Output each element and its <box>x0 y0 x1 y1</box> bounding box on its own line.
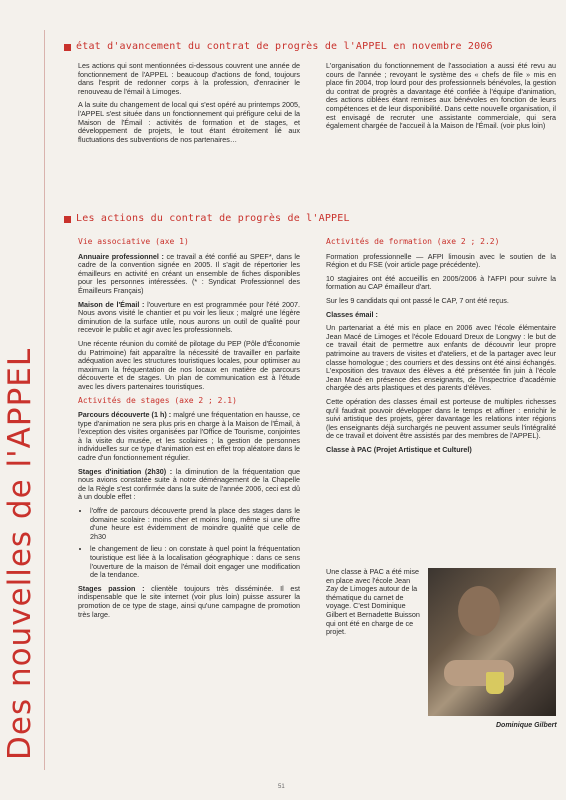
photo-dominique-gilbert <box>428 568 556 716</box>
maison-para <box>78 301 300 335</box>
classes-title: Classes émail : <box>326 309 378 319</box>
side-rule <box>44 30 45 770</box>
intro-para-2: A la suite du changement de local qui s'est opéré au printemps 2005, l'APPEL s'est située dans un fonctionnement qui préfigure celui de la Maison de l'Émail : activités de formation et de stages, et développement de projets, le tout étant étroitement lié aux fluctuations des subventions de nos partenaires… <box>78 100 300 144</box>
operation-para: Cette opération des classes émail est porteuse de multiples richesses qu'il faudrait pouvoir développer dans le temps et affiner : enrichir le suivi artistique des projets, gérer davantage les relations inter régions (les enseignants déjà surchargés ne peuvent assumer seuls l'intégralité de ce travail et doivent être assistés par des membres de l'APPEL). <box>326 396 556 441</box>
classes-para: Un partenariat a été mis en place en 2006 avec l'école élémentaire Jean Macé de Limoges et l'école Edouard Dreux de Longwy : le but de ce travail était de permettre aux enfants de découvrir leur propre patrimoine au travers de visites et d'ateliers, et de la partager avec leur classe homologue ; des courriers et des dessins ont été ainsi échangés. L'exposition des travaux des élèves a été présentée fin juin à l'école Jean Macé en présence des enseignants, de l'inspectrice d'académie chargée des arts plastiques et des parents d'élèves. <box>326 323 556 393</box>
stagiaires-para: 10 stagiaires ont été accueillis en 2005/2006 à l'AFPI pour suivre la formation au CAP émailleur d'art. <box>326 273 556 292</box>
subheading-vie-associative: Vie associative (axe 1) <box>78 237 189 246</box>
intro-para-1: Les actions qui sont mentionnées ci-dessous couvrent une année de fonctionnement de l'APPEL : beaucoup d'actions de fond, toujours dans l'esprit de redonner corps à la profession, d'enraciner le renouveau de l'émail à Limoges. <box>78 61 300 96</box>
pep-para: Une récente réunion du comité de pilotage du PEP (Pôle d'Économie du Patrimoine) fait apparaître la nécessité de travailler en parfaite adéquation avec les structures touristiques locales, pour optimiser au maximum la fréquentation de nos locaux en matière de parcours découverte et de stages. Un plan de communication est à l'étude avec les divers partenaires touristiques. <box>78 338 300 391</box>
annuaire-para <box>78 253 300 296</box>
list-item: • le changement de lieu : on constate à quel point la fréquentation touristique est liée à la localisation géographique : dans ce sens l'ouverture de la maison de l'émail doit engager une modification de la tendance. <box>90 545 300 579</box>
intro-left <box>78 62 300 149</box>
photo-caption: Dominique Gilbert <box>496 722 557 729</box>
intro-right <box>326 62 556 136</box>
annuaire-text: ce travail a été confié au SPEF*, dans le cadre de la convention signée en 2005. Il s'agit de répertorier les émailleurs en activité en créant un ensemble de fiches disponibles pour les personnes intéressées. (* : Syndicat Professionnel des Émailleurs Français) <box>78 251 300 295</box>
initiation-bullets <box>78 507 300 580</box>
initiation-text: la diminution de la fréquentation que nous avions constatée suite à notre déménagement de la Chapelle de la Règle s'est confirmée dans la suite de l'année 2006, ceci est dû à un double effet : <box>78 466 300 502</box>
pac-float-text <box>326 568 424 637</box>
subheading-formation: Activités de formation (axe 2 ; 2.2) <box>326 237 500 246</box>
list-item: • l'offre de parcours découverte prend la place des stages dans le domaine scolaire : moins cher et moins long, même si une offre d'une heure est évidemment de moindre qualité que celle de 2h30 <box>90 507 300 541</box>
parcours-title: Parcours découverte (1 h) : <box>78 410 172 420</box>
parcours-text: malgré une fréquentation en hausse, ce type d'animation ne sera plus pris en charge à la Maison de l'Émail, à l'exception des visites organisées par l'Office de Tourisme, conjointes à la visite du musée, et les scolaires ; la gestion de personnes individuelles sur ce type d'animation est en effet trop aléatoire dans le cadre d'un fonctionnement régulier. <box>78 410 300 463</box>
passion-text: clientèle toujours très disséminée. Il est indispensable que le site internet (voir plus loin) puisse assurer la promotion de ce type de stage, ainsi qu'une campagne de promotion très large. <box>78 583 300 619</box>
formation-para: Formation professionnelle — AFPI limousin avec le soutien de la Région et du FSE (voir article page précédente). <box>326 251 556 270</box>
parcours-para <box>78 411 300 463</box>
passion-para <box>78 585 300 619</box>
passion-title: Stages passion : <box>78 583 145 593</box>
initiation-para <box>78 468 300 502</box>
maison-text: l'ouverture en est programmée pour l'été 2007. Nous avons visité le chantier et pu voir les lieux ; malgré une légère diminution de la surface utile, nous aurons un outil de qualité pour recevoir le public et agir avec les professionnels. <box>78 299 300 335</box>
intro-para-3: L'organisation du fonctionnement de l'association a aussi été revu au cours de l'année ; revoyant le système des « chefs de file » mis en place fin 2004, trop lourd pour des professionnels bénévoles, la gestion du contrat de progrès a davantage été confiée à l'équipe d'animation, des actions ciblées étant remises aux bénévoles en fonction de leurs compétences et de leur disponibilité. Dans cette nouvelle organisation, il est envisagé de recruter une assistante commerciale, qui sera également chargée de l'accueil à la Maison de l'Émail. (voir plus loin) <box>326 61 556 131</box>
header-status: état d'avancement du contrat de progrès de l'APPEL en novembre 2006 <box>76 41 493 52</box>
header-square <box>64 44 71 51</box>
pac-title: Classe à PAC (Projet Artistique et Culturel) <box>326 444 472 454</box>
photo-face <box>458 586 500 636</box>
header-square <box>64 216 71 223</box>
photo-cup <box>486 672 504 694</box>
header-actions: Les actions du contrat de progrès de l'APPEL <box>76 213 350 224</box>
maison-title: Maison de l'Émail : <box>78 299 145 309</box>
subheading-stages: Activités de stages (axe 2 ; 2.1) <box>78 395 237 405</box>
page-number: 51 <box>278 784 285 790</box>
annuaire-title: Annuaire professionnel : <box>78 251 164 261</box>
section-title: Des nouvelles de l'APPEL <box>2 347 38 760</box>
left-column <box>78 236 300 624</box>
initiation-title: Stages d'initiation (2h30) : <box>78 466 173 476</box>
right-column <box>326 236 556 459</box>
cap-para: Sur les 9 candidats qui ont passé le CAP, 7 ont été reçus. <box>326 295 509 305</box>
pac-para: Une classe à PAC a été mise en place avec l'école Jean Zay de Limoges autour de la thématique du carnet de voyage. C'est Dominique Gilbert et Bernadette Buisson qui ont été en charge de ce projet. <box>326 567 420 637</box>
